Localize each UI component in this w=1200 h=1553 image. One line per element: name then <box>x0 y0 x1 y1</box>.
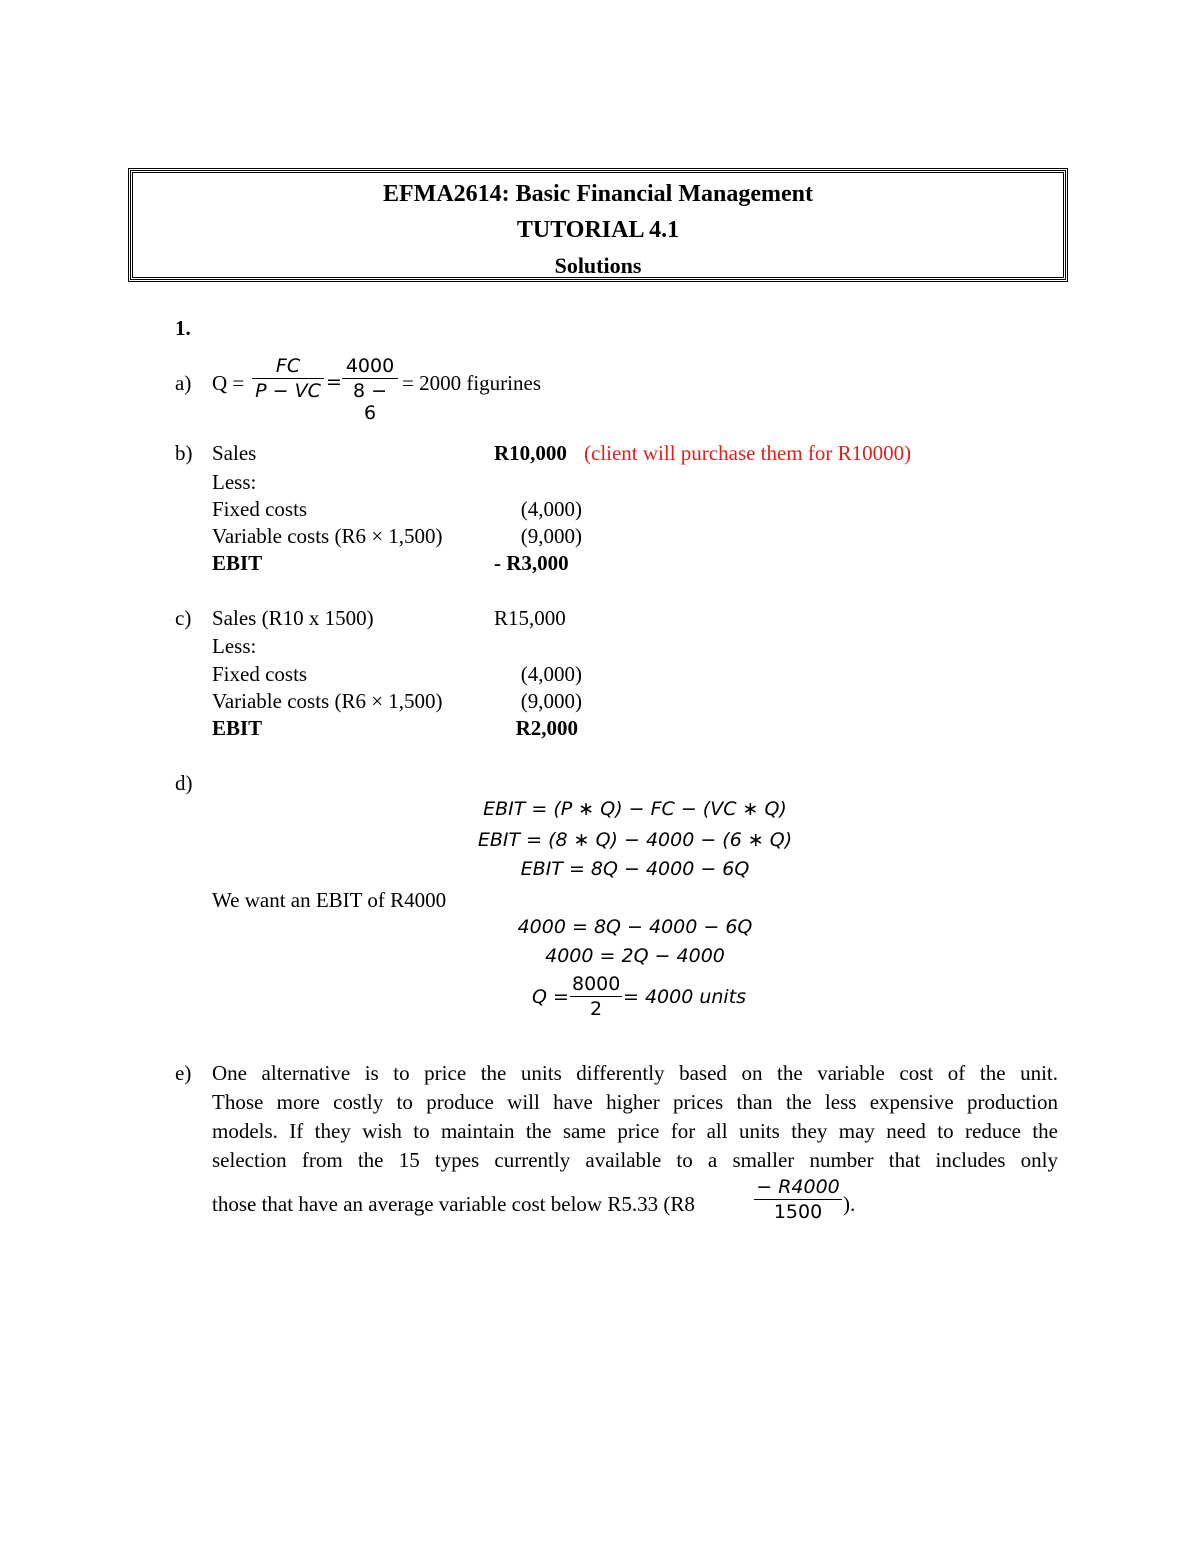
frac-num: 8000 <box>572 973 621 995</box>
part-c-label: c) <box>175 606 192 630</box>
part-c-sales-value: R15,000 <box>494 606 566 630</box>
part-a-result: = 2000 figurines <box>402 371 541 395</box>
frac-den: 2 <box>589 998 603 1020</box>
frac-bar <box>754 1199 842 1200</box>
part-b-less: Less: <box>212 470 257 494</box>
part-e-fraction <box>754 1176 842 1223</box>
part-b-ebit-label: EBIT <box>212 551 263 575</box>
part-d-q-lhs: Q = <box>532 986 569 1008</box>
frac-num: − R4000 <box>756 1176 840 1198</box>
part-c-ebit-label: EBIT <box>212 716 263 740</box>
frac-den: P − VC <box>255 380 321 402</box>
frac-bar <box>252 378 324 379</box>
part-b-variable-label: Variable costs (R6 × 1,500) <box>212 524 443 548</box>
frac-den: 8 − 6 <box>352 380 388 424</box>
part-c-fixed-value: (4,000) <box>520 662 582 686</box>
part-e-line-1: One alternative is to price the units differently based on the variable cost of the unit. <box>212 1061 1058 1085</box>
part-a-equals: = <box>326 371 342 393</box>
tutorial-title: TUTORIAL 4.1 <box>516 217 680 243</box>
part-b-label: b) <box>175 441 193 465</box>
part-a-fraction-numeric <box>342 355 398 424</box>
part-c-variable-value: (9,000) <box>520 689 582 713</box>
frac-bar <box>342 378 398 379</box>
part-e-line-5: those that have an average variable cost below R5.33 (R8 <box>212 1192 695 1216</box>
part-b-fixed-value: (4,000) <box>520 497 582 521</box>
frac-num: 4000 <box>345 355 395 377</box>
question-number: 1. <box>175 316 191 340</box>
part-b-ebit-value: - R3,000 <box>494 551 569 575</box>
frac-bar <box>570 996 622 997</box>
part-d-equation-3: EBIT = 8Q − 4000 − 6Q <box>520 858 750 880</box>
course-title: EFMA2614: Basic Financial Management <box>383 181 813 207</box>
part-e-line-2: Those more costly to produce will have higher prices than the less expensive production <box>212 1090 1058 1114</box>
part-a-label: a) <box>175 371 192 395</box>
part-d-equation-2: EBIT = (8 ∗ Q) − 4000 − (6 ∗ Q) <box>477 829 793 851</box>
part-e-line-3: models. If they wish to maintain the same price for all units they may need to reduce the <box>212 1119 1058 1143</box>
frac-den: 1500 <box>773 1201 823 1223</box>
part-d-target-text: We want an EBIT of R4000 <box>212 888 447 912</box>
title-box <box>130 170 1066 280</box>
part-c-sales-label: Sales (R10 x 1500) <box>212 606 374 630</box>
frac-num: FC <box>275 355 301 377</box>
subtitle: Solutions <box>554 253 642 278</box>
part-b-variable-value: (9,000) <box>520 524 582 548</box>
part-a-fraction-symbolic <box>252 355 324 402</box>
part-d-label: d) <box>175 771 193 795</box>
part-b-fixed-label: Fixed costs <box>212 497 308 521</box>
part-a-lhs: Q = <box>212 371 245 395</box>
part-b-sales-value: R10,000 <box>494 441 567 465</box>
part-d-q-rhs: = 4000 units <box>623 986 747 1008</box>
part-c-fixed-label: Fixed costs <box>212 662 308 686</box>
part-d-equation-5: 4000 = 2Q − 4000 <box>545 945 725 967</box>
part-b-sales-note: (client will purchase them for R10000) <box>584 441 912 465</box>
part-d-q-fraction <box>570 973 622 1020</box>
part-e-line-4: selection from the 15 types currently available to a smaller number that includes only <box>212 1148 1058 1172</box>
part-d-equation-4: 4000 = 8Q − 4000 − 6Q <box>517 916 753 938</box>
part-d-equation-1: EBIT = (P ∗ Q) − FC − (VC ∗ Q) <box>483 798 787 820</box>
part-b-sales-label: Sales <box>212 441 257 465</box>
part-e-label: e) <box>175 1061 192 1085</box>
part-c-less: Less: <box>212 634 257 658</box>
part-e-line-5-end: ). <box>843 1192 856 1216</box>
part-c-ebit-value: R2,000 <box>515 716 578 740</box>
part-c-variable-label: Variable costs (R6 × 1,500) <box>212 689 443 713</box>
